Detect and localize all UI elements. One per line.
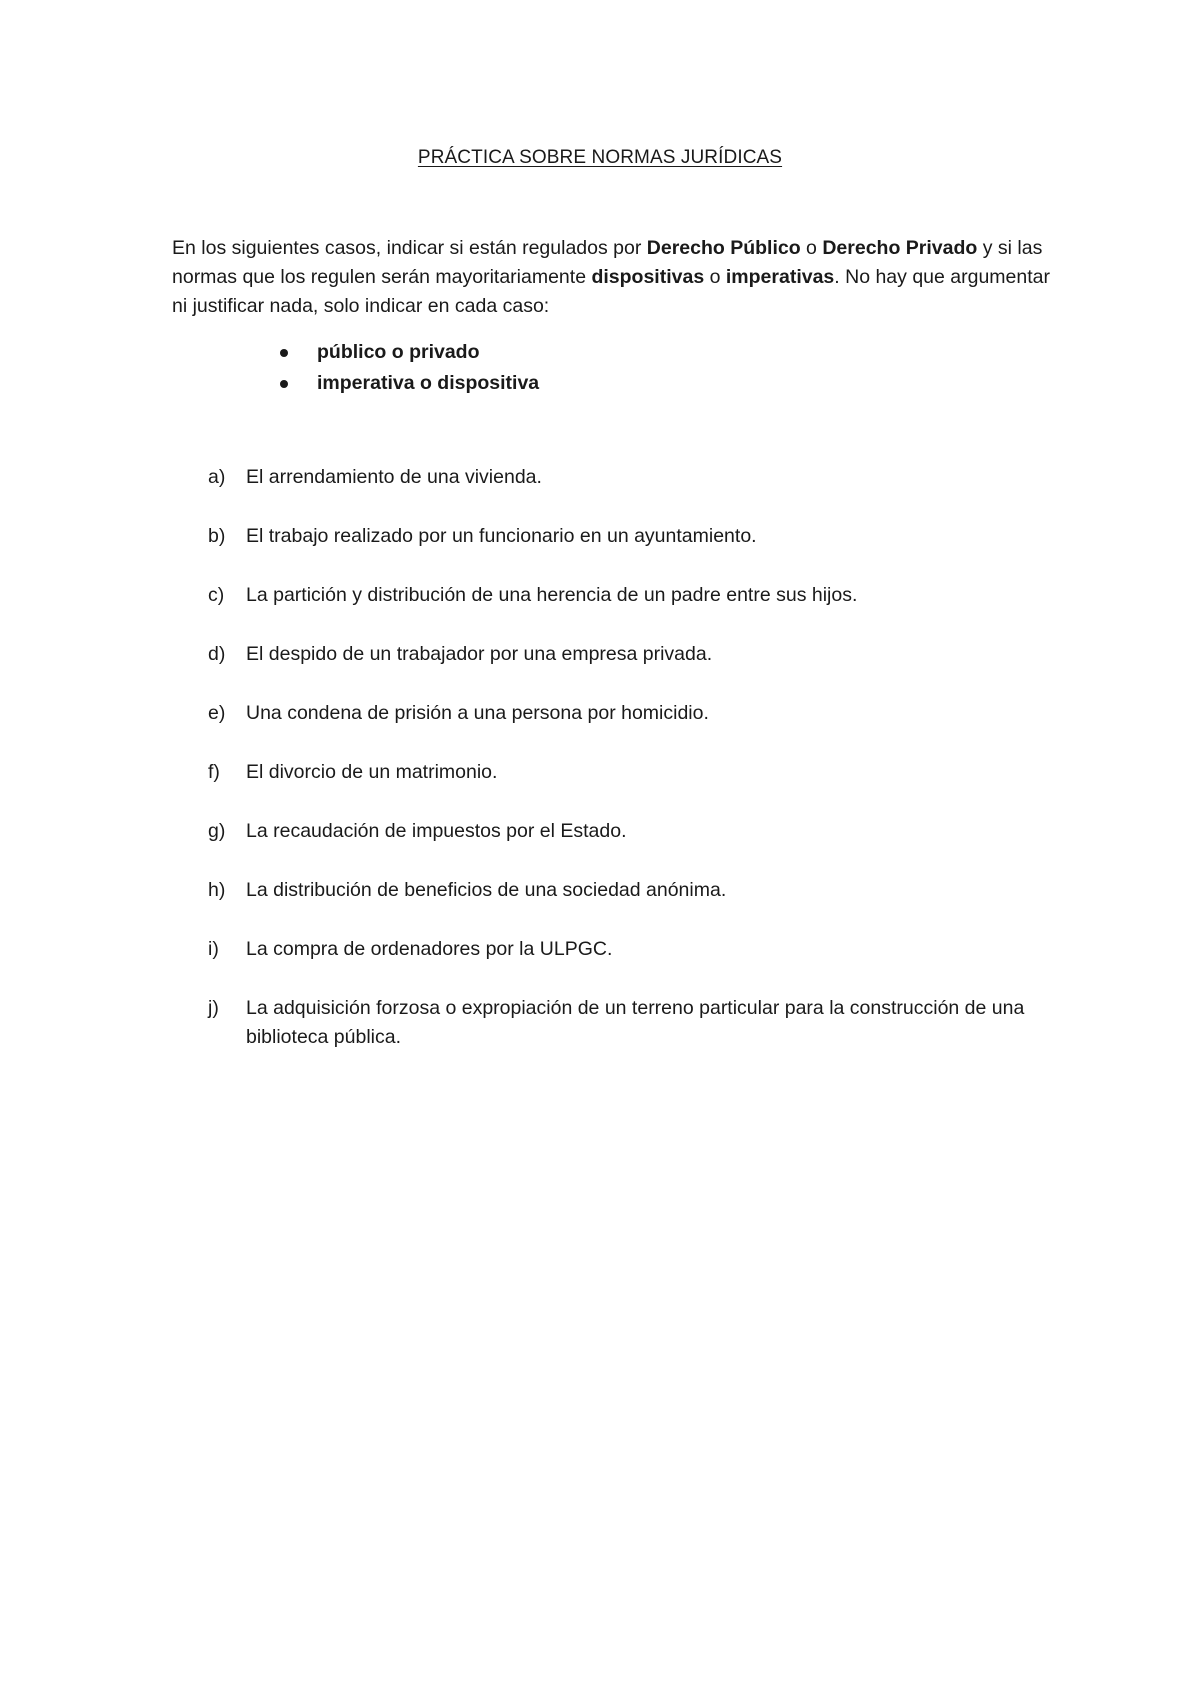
case-letter: d) [208, 643, 226, 665]
intro-bold-dispositivas: dispositivas [591, 266, 705, 288]
bullet-text: público o privado [317, 341, 480, 363]
case-text: La adquisición forzosa o expropiación de un terreno particular para la construcción de una biblioteca pública. [246, 997, 1025, 1048]
intro-text-4: o [704, 266, 726, 288]
case-text: El despido de un trabajador por una empresa privada. [246, 643, 713, 665]
case-text: La compra de ordenadores por la ULPGC. [246, 938, 613, 960]
case-text: El divorcio de un matrimonio. [246, 761, 498, 783]
case-item [208, 758, 1036, 787]
case-item [208, 522, 1036, 551]
intro-bold-derecho-publico: Derecho Público [646, 237, 801, 259]
case-letter: j) [208, 997, 219, 1019]
intro-paragraph [172, 234, 1052, 321]
case-letter: h) [208, 879, 226, 901]
case-text: La partición y distribución de una herencia de un padre entre sus hijos. [246, 584, 858, 606]
bullet-item [280, 368, 539, 399]
case-item [208, 699, 1036, 728]
intro-text-3: y si las normas que los regulen serán mayoritariamente [172, 237, 1043, 288]
bullet-item [280, 337, 539, 368]
bullet-dot-icon [280, 349, 288, 357]
case-item [208, 876, 1036, 905]
case-text: La recaudación de impuestos por el Estado. [246, 820, 627, 842]
case-letter: a) [208, 466, 226, 488]
intro-text-5: . No hay que argumentar ni justificar nada, solo indicar en cada caso: [172, 266, 1050, 317]
case-text: Una condena de prisión a una persona por homicidio. [246, 702, 709, 724]
bullet-list [280, 337, 539, 399]
case-item [208, 581, 1036, 610]
intro-text-2: o [800, 237, 823, 259]
case-text: El arrendamiento de una vivienda. [246, 466, 542, 488]
case-item [208, 817, 1036, 846]
case-letter: c) [208, 584, 225, 606]
case-letter: e) [208, 702, 226, 724]
case-item [208, 640, 1036, 669]
intro-bold-derecho-privado: Derecho Privado [822, 237, 978, 259]
case-letter: g) [208, 820, 226, 842]
intro-bold-imperativas: imperativas [725, 266, 835, 288]
case-letter: i) [208, 938, 219, 960]
case-item [208, 994, 1036, 1052]
case-item [208, 935, 1036, 964]
case-text: La distribución de beneficios de una sociedad anónima. [246, 879, 727, 901]
bullet-dot-icon [280, 380, 288, 388]
case-letter: b) [208, 525, 226, 547]
case-letter: f) [208, 761, 220, 783]
bullet-text: imperativa o dispositiva [317, 372, 540, 394]
intro-text-1: En los siguientes casos, indicar si están regulados por [172, 237, 647, 259]
page-title: PRÁCTICA SOBRE NORMAS JURÍDICAS [417, 147, 783, 168]
case-item [208, 463, 1036, 492]
case-text: El trabajo realizado por un funcionario en un ayuntamiento. [246, 525, 757, 547]
